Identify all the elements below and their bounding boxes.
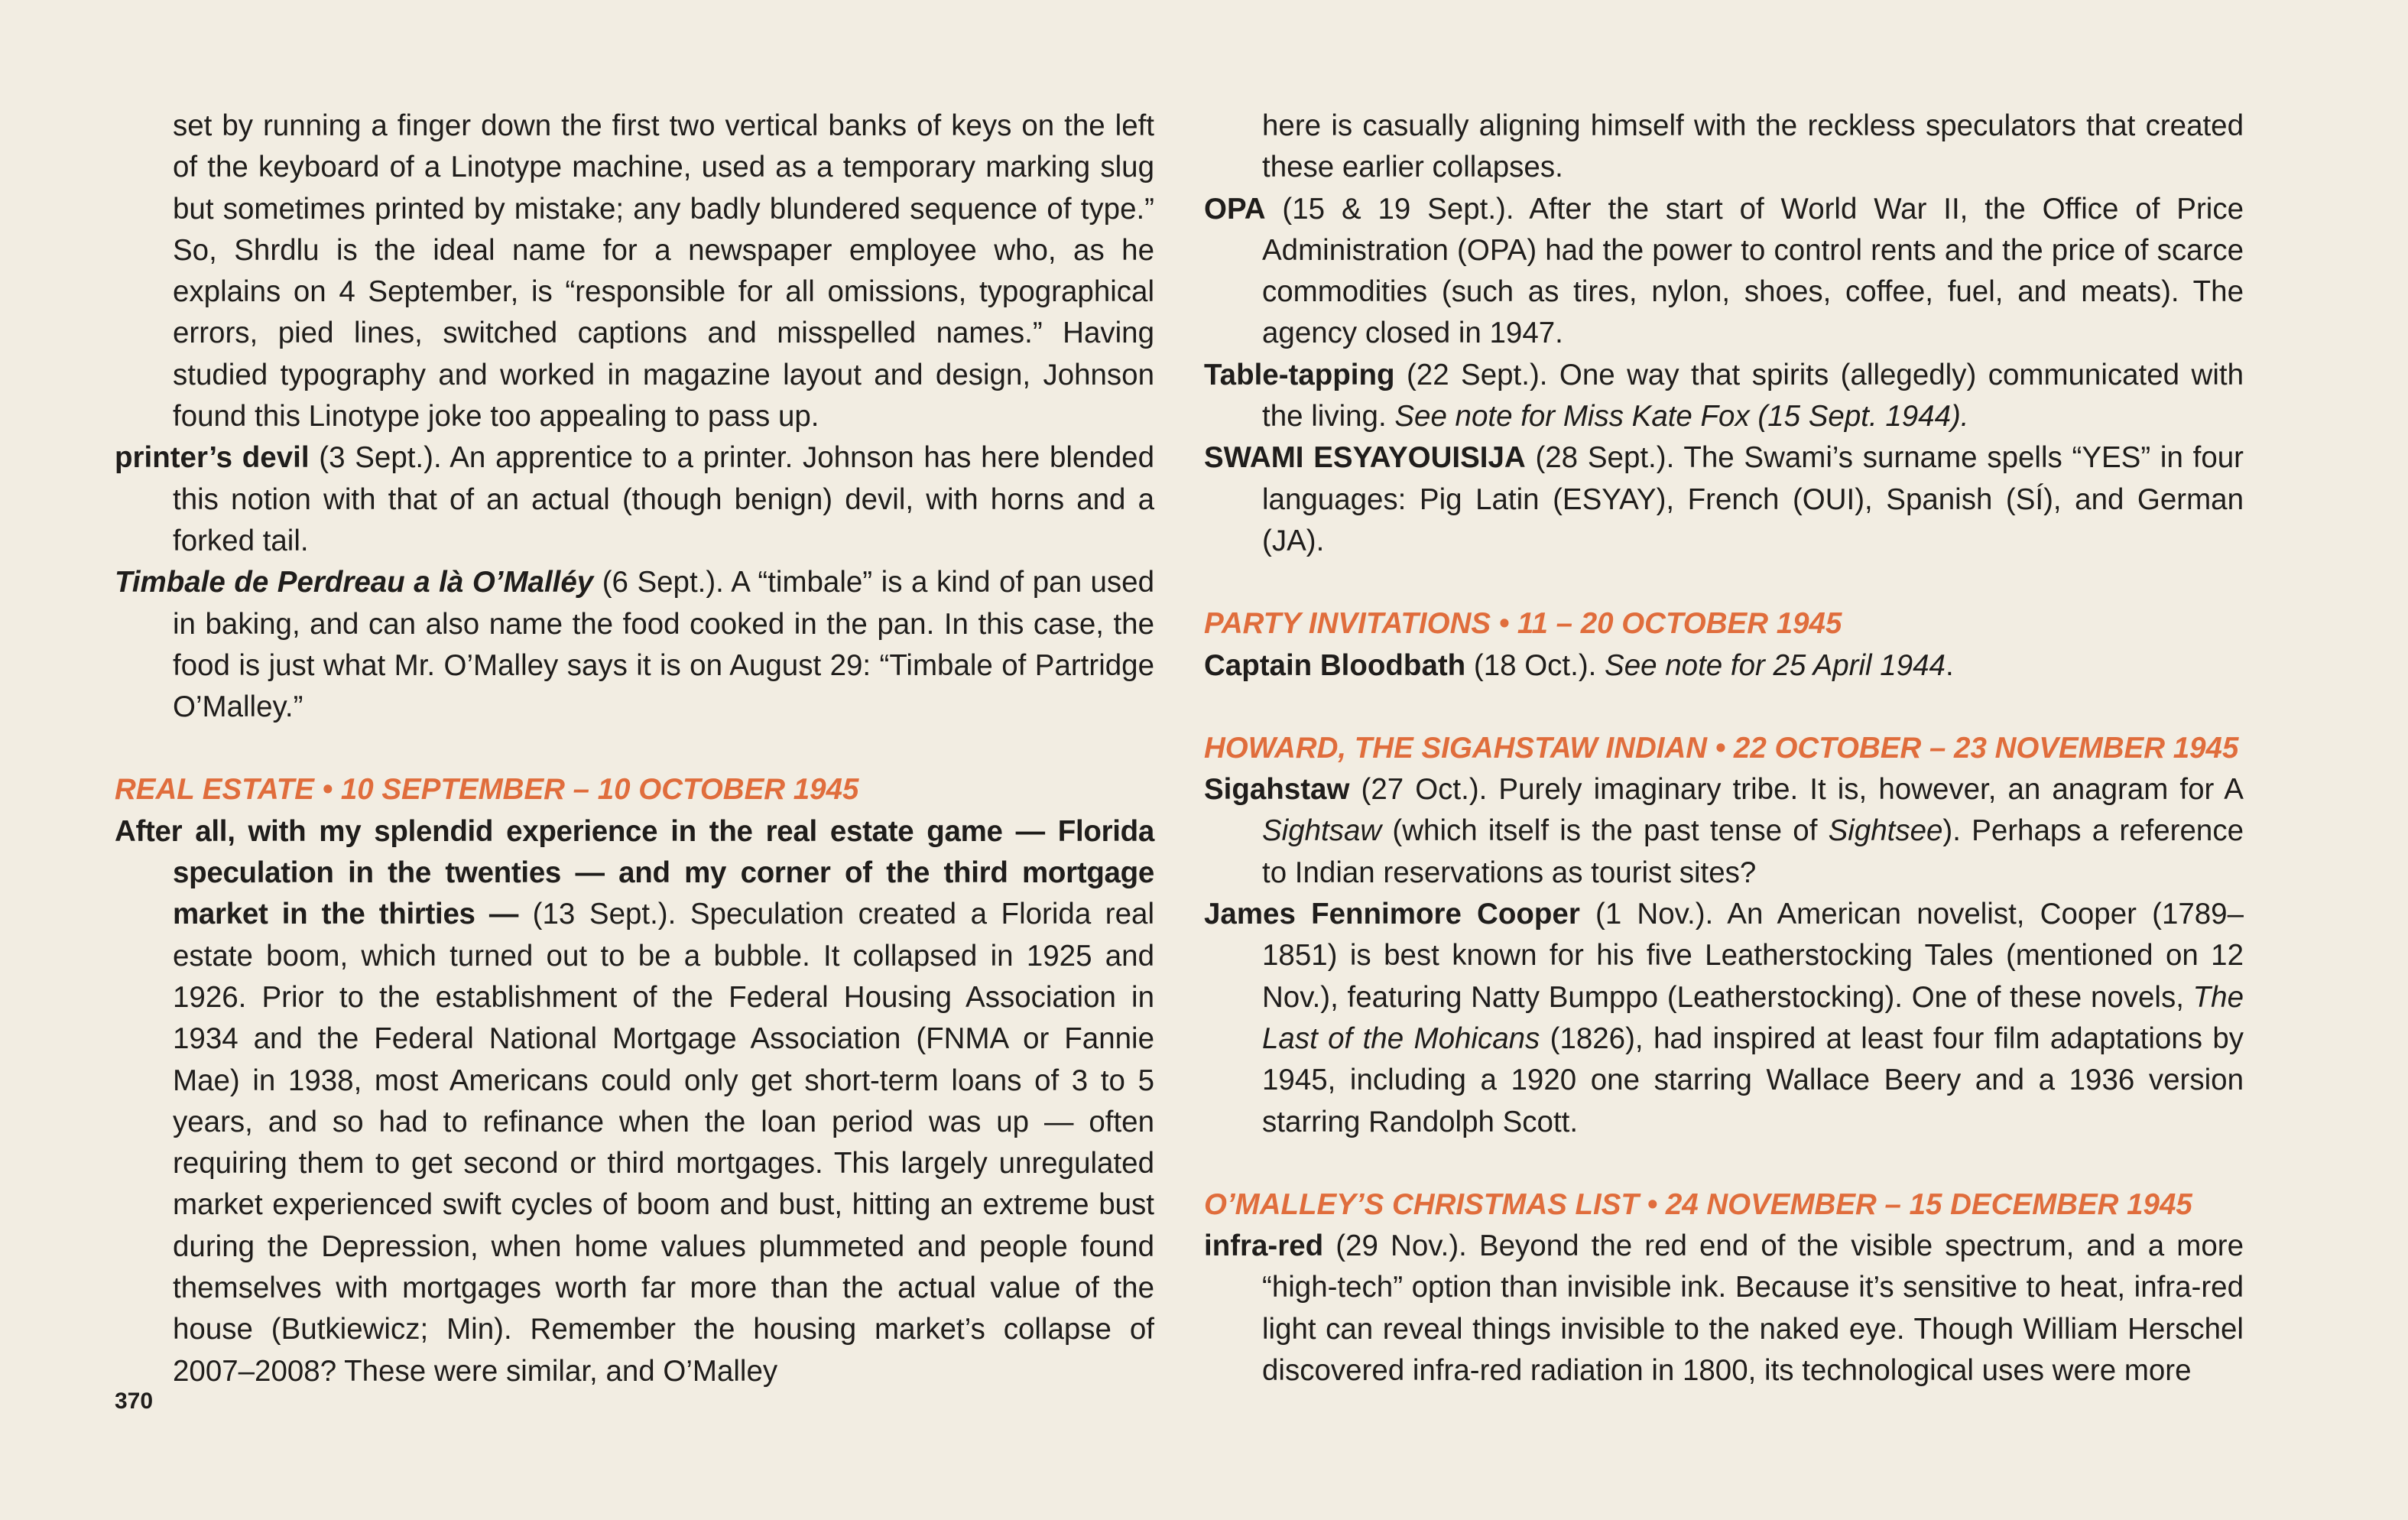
shrdlu-entry-continuation: set by running a finger down the first two vertical banks of keys on the left of the keyboard of a Linotype machine, used as a temporary marking slug but sometimes printed by mistake; any badly blundered sequence of type.” So, Shrdlu is the ideal name for a newspaper employee who, as he explains on 4 September, is “responsible for all omissions, typographical errors, pied lines, switched captions and misspelled names.” Having studied typography and worked in magazine layout and design, Johnson found this Linotype joke too appealing to pass up. [173, 109, 1154, 434]
entry-term: Table-tapping [1204, 358, 1395, 391]
entry-term: OPA [1204, 192, 1266, 226]
captain-bloodbath-entry [1204, 645, 2244, 687]
entry-text: (6 Sept.). A “timbale” is a kind of pan used in baking, and can also name the food cooked in the pan. In this case, the food is just what Mr. O’Malley says it is on August 29: “Timbale of Partridge O’Malley.” [173, 566, 1155, 724]
cooper-entry [1204, 894, 2244, 1143]
entry-text-end: . [1945, 648, 1954, 682]
swami-entry [1204, 437, 2244, 562]
opa-entry [1204, 189, 2244, 355]
printers-devil-entry [115, 437, 1154, 562]
section-heading-howard: HOWARD, THE SIGAHSTAW INDIAN • 22 OCTOBER – 23 NOVEMBER 1945 [1204, 731, 2239, 765]
section-heading-christmas-list: O’MALLEY’S CHRISTMAS LIST • 24 NOVEMBER – 15 DECEMBER 1945 [1204, 1187, 2192, 1221]
entry-text: (27 Oct.). Purely imaginary tribe. It is, however, an anagram for A [1349, 773, 2244, 807]
section-heading-real-estate: REAL ESTATE • 10 SEPTEMBER – 10 OCTOBER 1945 [115, 773, 859, 807]
omalley-entry-continuation: here is casually aligning himself with the reckless speculators that created these earlier collapses. [1262, 109, 2244, 184]
entry-term: Captain Bloodbath [1204, 648, 1466, 682]
entry-term: printer’s devil [115, 441, 310, 475]
entry-italic: The Last of the Mohicans [1262, 980, 2244, 1055]
see-note-reference: See note for 25 April 1944 [1605, 648, 1946, 682]
entry-text: ). Perhaps a reference to Indian reservations as tourist sites? [1262, 814, 2244, 889]
entry-italic: Sightsaw [1262, 814, 1382, 848]
entry-text: (3 Sept.). An apprentice to a printer. Johnson has here blended this notion with that of an actual (though benign) devil, with horns and a forked tail. [173, 441, 1154, 557]
entry-term: infra-red [1204, 1229, 1324, 1263]
infra-red-entry [1204, 1226, 2244, 1392]
entry-text: (1826), had inspired at least four film adaptations by 1945, including a 1920 one starring Wallace Beery and a 1936 version starring Randolph Scott. [1262, 1021, 2244, 1138]
table-tapping-entry [1204, 355, 2244, 438]
entry-text: (which itself is the past tense of [1381, 814, 1829, 848]
entry-italic: Sightsee [1828, 814, 1943, 848]
timbale-entry [115, 562, 1154, 728]
entry-term: James Fennimore Cooper [1204, 898, 1580, 931]
right-column [1204, 106, 2244, 1392]
sigahstaw-entry [1204, 769, 2244, 894]
page-number: 370 [115, 1388, 154, 1414]
entry-text: (18 Oct.). [1465, 648, 1605, 682]
entry-text: (13 Sept.). Speculation created a Florida real estate boom, which turned out to be a bubble. It collapsed in 1925 and 1926. Prior to the establishment of the Federal Housing Association in 1934 and the Federal National Mortgage Association (FNMA or Fannie Mae) in 1938, most Americans could only get short-term loans of 3 to 5 years, and so had to refinance when the loan period was up — often requiring them to get second or third mortgages. This largely unregulated market experienced swift cycles of boom and bust, hitting an extreme bust during the Depression, when home values plummeted and people found themselves with mortgages worth far more than the actual value of the house (Butkiewicz; Min). Remember the housing market’s collapse of 2007–2008? These were similar, and O’Malley [173, 898, 1154, 1388]
left-column [115, 106, 1154, 1392]
entry-term: Timbale de Perdreau a là O’Malléy [115, 566, 594, 599]
section-heading-party-invitations: PARTY INVITATIONS • 11 – 20 OCTOBER 1945 [1204, 607, 1842, 641]
entry-text: (22 Sept.). One way that spirits (allegedly) communicated with the living. [1262, 358, 2244, 434]
see-note-reference: See note for Miss Kate Fox (15 Sept. 1944). [1394, 400, 1969, 434]
entry-term: SWAMI ESYAYOUISIJA [1204, 441, 1526, 475]
entry-text: (29 Nov.). Beyond the red end of the visible spectrum, and a more “high-tech” option than invisible ink. Because it’s sensitive to heat, infra-red light can reveal things invisible to the naked eye. Though William Herschel discovered infra-red radiation in 1800, its technological uses were more [1262, 1229, 2244, 1388]
entry-term: After all, with my splendid experience in the real estate game — Florida speculation in the twenties — and my corner of the third mortgage market in the thirties — [115, 814, 1154, 931]
after-all-entry [115, 811, 1154, 1392]
entry-text: (28 Sept.). The Swami’s surname spells “YES” in four languages: Pig Latin (ESYAY), French (OUI), Spanish (SÍ), and German (JA). [1262, 441, 2244, 557]
entry-term: Sigahstaw [1204, 773, 1350, 807]
entry-text: (15 & 19 Sept.). After the start of World War II, the Office of Price Administration (OPA) had the power to control rents and the price of scarce commodities (such as tires, nylon, shoes, coffee, fuel, and meats). The agency closed in 1947. [1262, 192, 2244, 350]
entry-text: (1 Nov.). An American novelist, Cooper (1789–1851) is best known for his five Leatherstocking Tales (mentioned on 12 Nov.), featuring Natty Bumppo (Leatherstocking). One of these novels, [1262, 898, 2244, 1014]
